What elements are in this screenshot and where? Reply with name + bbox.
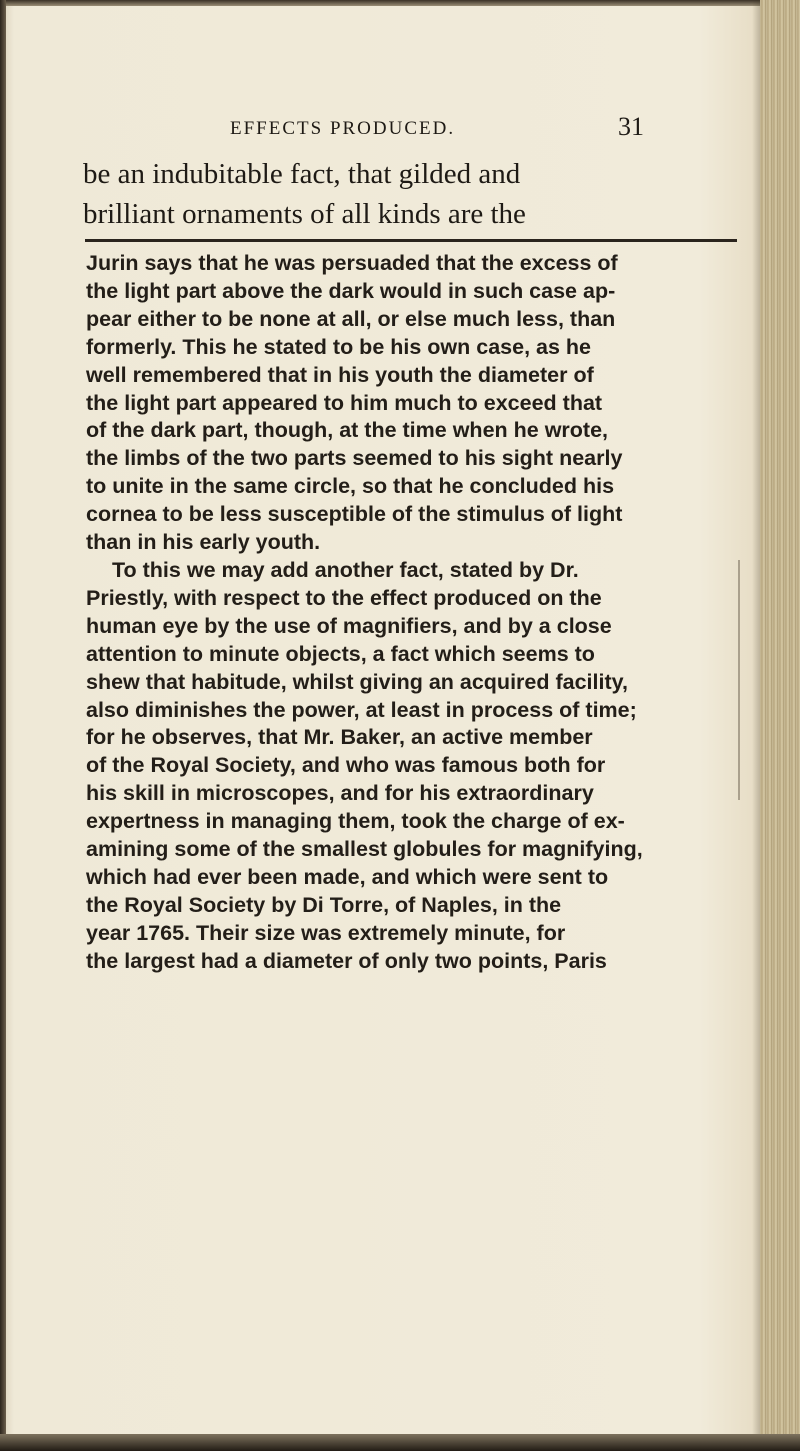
footnote-line: formerly. This he stated to be his own case, as he — [86, 334, 591, 359]
page-bottom-edge — [0, 1434, 800, 1451]
footnote-line: pear either to be none at all, or else much less, than — [86, 306, 616, 331]
footnote-line: human eye by the use of magnifiers, and by a close — [86, 613, 612, 638]
footnote-line: of the dark part, though, at the time when he wrote, — [86, 418, 609, 443]
footnote-line: which had ever been made, and which were sent to — [86, 864, 609, 889]
footnote-line: the largest had a diameter of only two points, Paris — [86, 948, 607, 973]
footnote-line: the Royal Society by Di Torre, of Naples, in the — [86, 892, 562, 917]
footnote-line: expertness in managing them, took the charge of ex- — [86, 809, 625, 834]
margin-bracket-mark — [738, 560, 740, 800]
footnote-line: To this we may add another fact, stated by Dr. — [112, 557, 579, 582]
body-line: brilliant ornaments of all kinds are the — [83, 198, 526, 230]
running-head: EFFECTS PRODUCED. — [230, 118, 456, 139]
footnote-line: for he observes, that Mr. Baker, an active member — [86, 725, 593, 750]
footnote-rule — [85, 239, 737, 242]
page-number: 31 — [618, 112, 644, 141]
footnote-line: his skill in microscopes, and for his extraordinary — [86, 781, 594, 806]
footnote-line: shew that habitude, whilst giving an acquired facility, — [86, 669, 628, 694]
footnote-line: than in his early youth. — [86, 530, 321, 555]
body-line: be an indubitable fact, that gilded and — [83, 158, 521, 190]
footnote-line: year 1765. Their size was extremely minute, for — [86, 920, 566, 945]
page-top-edge — [0, 0, 800, 6]
footnote-line: to unite in the same circle, so that he concluded his — [86, 474, 615, 499]
footnote-line: cornea to be less susceptible of the stimulus of light — [86, 502, 623, 527]
footnote-line: well remembered that in his youth the diameter of — [86, 362, 594, 387]
footnote-line: the light part appeared to him much to exceed that — [86, 390, 603, 415]
footnote-line: amining some of the smallest globules for magnifying, — [86, 837, 643, 862]
footnote-text — [86, 250, 746, 976]
footnote-line: of the Royal Society, and who was famous both for — [86, 753, 606, 778]
body-text — [83, 154, 733, 234]
footnote-line: the limbs of the two parts seemed to his sight nearly — [86, 446, 623, 471]
footnote-line: Priestly, with respect to the effect produced on the — [86, 585, 602, 610]
book-fore-edge — [760, 0, 800, 1451]
footnote-line: attention to minute objects, a fact which seems to — [86, 641, 595, 666]
page-left-edge — [0, 0, 6, 1451]
footnote-line: also diminishes the power, at least in process of time; — [86, 697, 637, 722]
footnote-line: Jurin says that he was persuaded that the excess of — [86, 251, 618, 275]
footnote-line: the light part above the dark would in such case ap- — [86, 278, 616, 303]
